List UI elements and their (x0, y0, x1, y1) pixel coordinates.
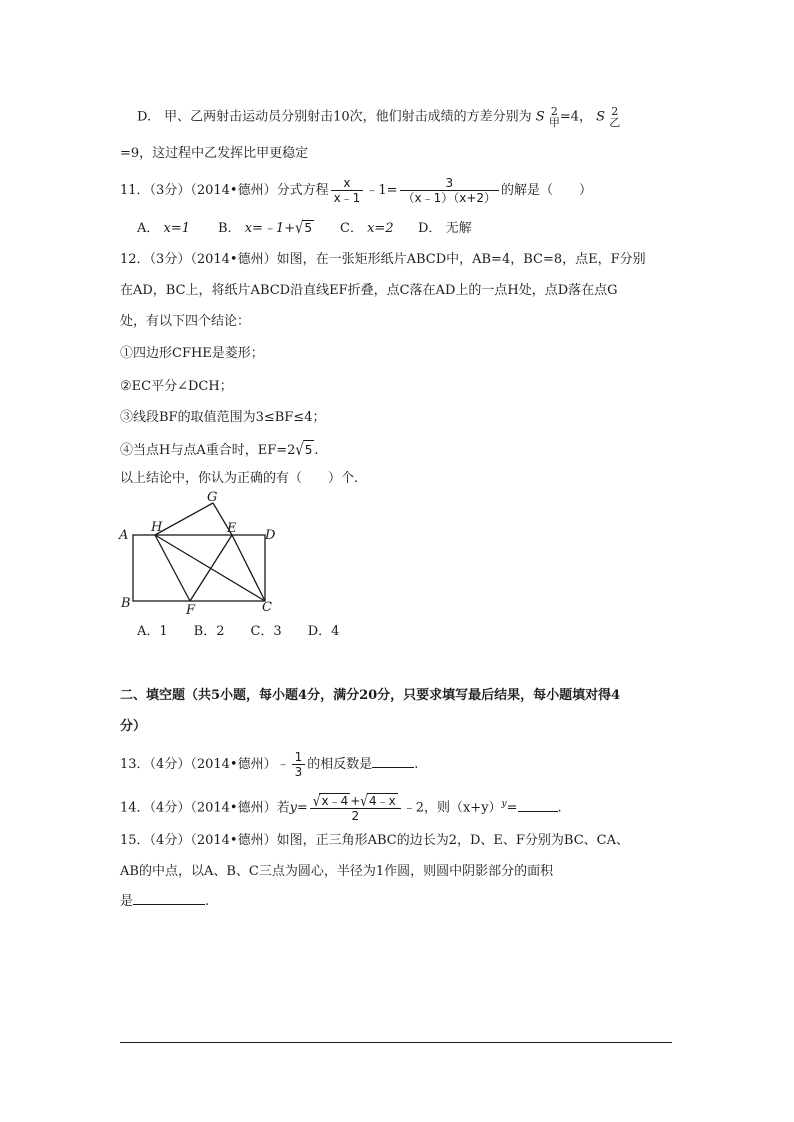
q12-options: A．1 B．2 C．3 D．4 (137, 624, 340, 639)
sqrt-4-minus-x: √4﹣x (360, 792, 396, 810)
q12-conclusion-4 (120, 440, 318, 460)
q12-line-3: 处，有以下四个结论： (120, 314, 251, 329)
sup-2: 2 (550, 105, 558, 118)
variance-symbol-2: S (596, 109, 606, 125)
label-d: D (265, 528, 276, 543)
radicand-1: x﹣4 (321, 794, 349, 808)
segment-hg (155, 503, 213, 535)
q12-conclusion-1: ①四边形CFHE是菱形； (120, 346, 264, 361)
q10-option-d-text: D. 甲、乙两射击运动员分别射击10次，他们射击成绩的方差分别为 (137, 109, 532, 125)
q15-answer-blank[interactable] (133, 904, 205, 905)
q12-question: 以上结论中，你认为正确的有（ ）个. (120, 471, 359, 486)
label-b: B (121, 596, 131, 611)
q15-end: . (205, 894, 210, 909)
label-e: E (227, 521, 237, 536)
q11-suffix: 的解是（ ） (501, 183, 593, 198)
label-a: A (119, 528, 129, 543)
q14-fraction (310, 793, 401, 823)
q11-option-a-value: x=1 (163, 221, 191, 236)
q15-prefix: 是 (120, 894, 134, 909)
radicand-2: 4﹣x (368, 794, 396, 808)
q13-den: 3 (294, 765, 303, 779)
q11-option-a (137, 217, 190, 236)
section-2-heading-line-1: 二、填空题（共5小题，每小题4分，满分20分，只要求填写最后结果，每小题填对得4 (120, 688, 621, 703)
frac1-den: x﹣1 (333, 191, 361, 205)
frac2-den: （x﹣1）（x+2） (402, 191, 497, 205)
q14-sup-y: y (501, 799, 507, 810)
rectangle-abcd (133, 535, 265, 601)
c4-radicand: 5 (303, 440, 315, 459)
q11-fraction-1 (331, 176, 364, 205)
sqrt-5-radicand: 5 (304, 221, 313, 235)
sqrt-5: √5 (295, 219, 313, 238)
q12-line-1: 12．（3分）（2014•德州）如图，在一张矩形纸片ABCD中，AB=4，BC=8，点E，F分别 (120, 252, 646, 267)
sqrt-x-minus-4: √x﹣4 (312, 792, 349, 810)
q13-fraction (292, 750, 306, 779)
sub-yi: 乙 (609, 116, 621, 129)
q11-option-b-value: x=﹣1+ (244, 221, 296, 236)
label-g: G (207, 490, 218, 505)
q15-line-2: AB的中点，以A、B、C三点为圆心，半径为1作圆，则圆中阴影部分的面积 (120, 864, 554, 879)
q14-plus: + (350, 794, 361, 808)
q15-line-1: 15．（4分）（2014•德州）如图，正三角形ABC的边长为2，D、E、F分别为BC、CA、 (120, 833, 629, 848)
eq-4: =4， (559, 109, 592, 125)
q11-option-c-label: C． (340, 221, 363, 236)
q11-fraction-2 (400, 176, 500, 205)
q12-conclusion-3: ③线段BF的取值范围为3≤BF≤4； (120, 410, 326, 425)
q12-conclusion-2: ②EC平分∠DCH； (120, 379, 233, 394)
q15-line-3 (120, 893, 209, 911)
q14-answer-blank[interactable] (518, 811, 558, 812)
q13-answer-blank[interactable] (372, 767, 414, 768)
q14-minus2: ﹣2，则（x+y） (402, 800, 502, 816)
variance-yi-script (609, 106, 620, 128)
q11-option-a-label: A． (137, 221, 160, 236)
q14-end: . (557, 800, 562, 816)
q11-option-b (218, 217, 314, 236)
frac1-num: x (331, 176, 364, 191)
q14-numerator (310, 793, 401, 809)
q11-option-c-value: x=2 (367, 221, 394, 236)
q11-option-d-label: D． (418, 221, 442, 236)
sup-2b: 2 (611, 105, 619, 118)
label-c: C (262, 600, 272, 615)
q11-option-b-label: B． (218, 221, 241, 236)
q13-stem (120, 750, 418, 779)
label-f: F (186, 603, 196, 615)
q12-line-2: 在AD，BC上，将纸片ABCD沿直线EF折叠，点C落在AD上的一点H处，点D落在点G (120, 283, 618, 298)
section-2-heading-line-2: 分） (120, 719, 147, 734)
q10-option-d (137, 106, 620, 128)
sub-jia: 甲 (548, 116, 560, 129)
q11-prefix: 11．（3分）（2014•德州）分式方程 (120, 183, 329, 198)
q11-option-c (340, 217, 394, 236)
q12-geometry-figure (115, 490, 290, 615)
variance-symbol: S (535, 109, 545, 125)
q13-prefix: 13．（4分）（2014•德州）﹣ (120, 757, 290, 772)
q13-end: . (414, 757, 419, 772)
sqrt-5-c4: √5 (295, 441, 313, 460)
c4-period: . (314, 443, 319, 458)
q11-stem (120, 176, 592, 205)
footer-rule (120, 1042, 672, 1043)
q14-prefix: 14．（4分）（2014•德州）若 (120, 800, 290, 816)
q14-den: 2 (351, 809, 360, 823)
q14-eq: = (506, 800, 518, 816)
label-h: H (151, 520, 163, 535)
q10-continuation: =9，这过程中乙发挥比甲更稳定 (120, 146, 309, 161)
q14-stem (120, 793, 562, 823)
q11-option-d-value: 无解 (445, 221, 472, 236)
q14-y-eq: y= (289, 800, 308, 816)
variance-jia-script (549, 106, 560, 128)
q13-num: 1 (292, 750, 306, 765)
q11-option-d (418, 217, 472, 236)
q12-c4-text: ④当点H与点A重合时，EF=2 (120, 443, 296, 458)
frac2-num: 3 (400, 176, 500, 191)
segment-ef (190, 535, 232, 601)
q11-minus1: ﹣1= (365, 183, 398, 198)
q13-suffix: 的相反数是 (307, 757, 373, 772)
